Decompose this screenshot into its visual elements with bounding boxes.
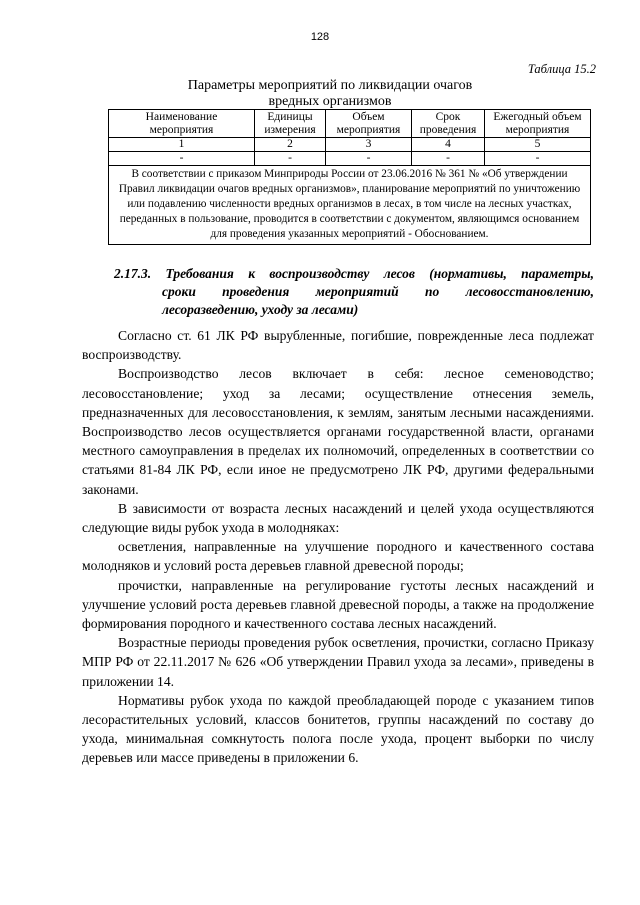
table-header-cell: Ежегодный объем мероприятия [485,110,591,138]
page-number: 128 [310,31,330,43]
table-cell: - [485,152,591,166]
table-header-cell: Единицы измерения [255,110,326,138]
section-heading-line: 2.17.3. Требования к воспроизводству лесов (нормативы, параметры, [114,266,594,281]
table-column-number-row [109,138,591,152]
table-cell: 3 [326,138,412,152]
table-title [100,78,560,110]
table-header-cell: Срок проведения [412,110,485,138]
paragraph: Согласно ст. 61 ЛК РФ вырубленные, погибшие, поврежденные леса подлежат воспроизводству. [82,328,594,363]
table-cell: - [255,152,326,166]
paragraph: В зависимости от возраста лесных насаждений и целей ухода осуществляются следующие виды рубок ухода в молодняках: [82,500,594,536]
body-text [82,326,594,768]
table-header-cell: Наименование мероприятия [109,110,255,138]
paragraph: Воспроизводство лесов включает в себя: лесное семеноводство; лесовосстановление; уход за лесами; осуществление отнесения земель, предназначенных для лесовосстановления, к землям, занятым лесными насаждениями. Воспроизводство лесов осуществляется органами государственной власти, органами местного самоуправления в пределах их полномочий, определенных в соответствии со статьями 81-84 ЛК РФ, если иное не предусмотрено ЛК РФ, другими федеральными законами. [82,366,594,497]
table-cell: - [412,152,485,166]
paragraph: Нормативы рубок ухода по каждой преобладающей породе с указанием типов лесорастительных условий, классов бонитетов, группы насаждений по составу до ухода, минимальная сомкнутость полога после ухода, процент выборки по числу деревьев или массе приведены в приложении 6. [82,692,594,766]
table-header-row [109,110,591,138]
table-label: Таблица 15.2 [527,62,596,76]
section-heading [114,265,594,319]
paragraph: Возрастные периоды проведения рубок осветления, прочистки, согласно Приказу МПР РФ от 22.11.2017 № 626 «Об утверждении Правил ухода за лесами», приведены в приложении 14. [82,635,594,689]
table-row [109,152,591,166]
section-heading-line: сроки проведения мероприятий по лесовосстановлению, [162,284,594,299]
table-title-line: вредных организмов [268,94,392,109]
parameters-table [108,109,591,245]
table-cell: 4 [412,138,485,152]
paragraph: осветления, направленные на улучшение породного и качественного состава молодняков и условий роста деревьев главной древесной породы; [82,539,594,574]
table-cell: - [109,152,255,166]
section-heading-line: лесоразведению, уходу за лесами) [162,302,359,317]
table-title-line: Параметры мероприятий по ликвидации очагов [187,78,473,93]
table-cell: 2 [255,138,326,152]
paragraph: прочистки, направленные на регулирование густоты лесных насаждений и улучшение условий роста деревьев главной древесной породы, а также на продолжение формирования породного и качественного состава лесных насаждений. [82,577,594,632]
table-header-cell: Объем мероприятия [326,110,412,138]
table-note-row [109,166,591,245]
table-cell: 5 [485,138,591,152]
table-cell: 1 [109,138,255,152]
table-note: В соответствии с приказом Минприроды России от 23.06.2016 № 361 № «Об утверждении Правил ликвидации очагов вредных организмов», планирование мероприятий по уничтожению или подавлению численности вредных организмов в лесах, в том числе на лесных участках, переданных в пользование, проводится в соответствии с документом, являющимся основанием для проведения указанных мероприятий - Обоснованием. [109,166,591,245]
table-cell: - [326,152,412,166]
